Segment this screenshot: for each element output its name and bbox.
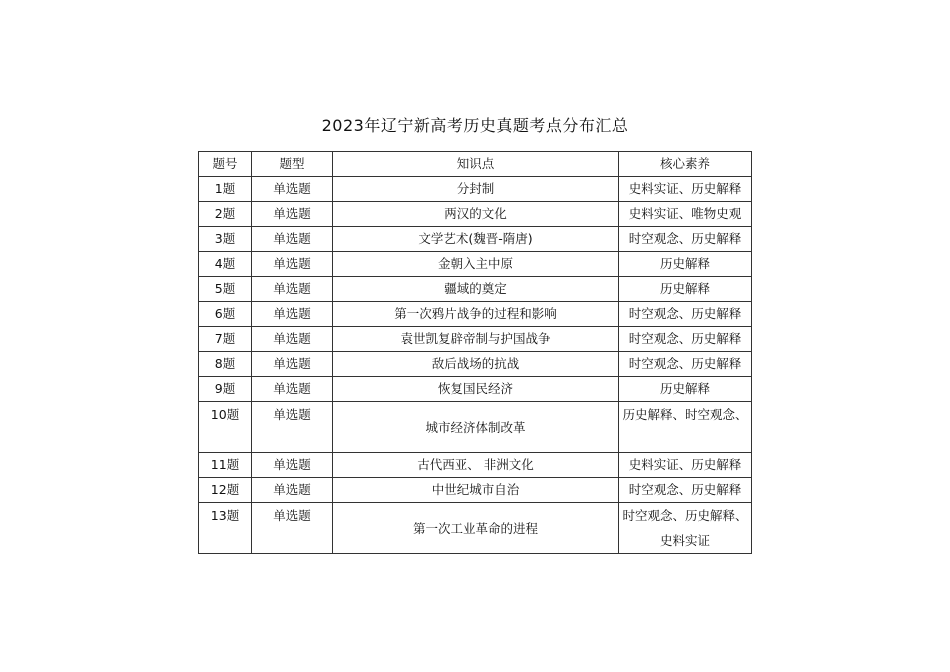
question-type-cell: 单选题 — [252, 277, 333, 302]
header-core-literacy: 核心素养 — [619, 152, 752, 177]
table-row — [199, 227, 752, 252]
core-literacy-cell: 历史解释 — [619, 277, 752, 302]
question-type-cell: 单选题 — [252, 177, 333, 202]
question-type-cell: 单选题 — [252, 503, 333, 554]
knowledge-point-cell: 中世纪城市自治 — [333, 478, 619, 503]
core-literacy-cell: 史料实证、历史解释 — [619, 177, 752, 202]
question-type-cell: 单选题 — [252, 478, 333, 503]
question-number-cell: 1题 — [199, 177, 252, 202]
question-number-cell: 12题 — [199, 478, 252, 503]
core-literacy-cell: 史料实证、历史解释 — [619, 453, 752, 478]
table-row — [199, 177, 752, 202]
core-literacy-cell: 史料实证、唯物史观 — [619, 202, 752, 227]
question-type-cell: 单选题 — [252, 327, 333, 352]
knowledge-point-cell: 古代西亚、 非洲文化 — [333, 453, 619, 478]
core-literacy-cell: 时空观念、历史解释 — [619, 227, 752, 252]
question-number-cell: 2题 — [199, 202, 252, 227]
knowledge-point-cell: 城市经济体制改革 — [333, 402, 619, 453]
table-row — [199, 377, 752, 402]
header-question-number: 题号 — [199, 152, 252, 177]
knowledge-point-cell: 第一次鸦片战争的过程和影响 — [333, 302, 619, 327]
core-literacy-cell: 历史解释、时空观念、 — [619, 402, 752, 453]
question-number-cell: 10题 — [199, 402, 252, 453]
knowledge-point-cell: 金朝入主中原 — [333, 252, 619, 277]
question-type-cell: 单选题 — [252, 402, 333, 453]
question-number-cell: 7题 — [199, 327, 252, 352]
core-literacy-cell: 历史解释 — [619, 377, 752, 402]
knowledge-point-cell: 两汉的文化 — [333, 202, 619, 227]
question-type-cell: 单选题 — [252, 227, 333, 252]
question-number-cell: 6题 — [199, 302, 252, 327]
question-type-cell: 单选题 — [252, 252, 333, 277]
core-literacy-cell: 时空观念、历史解释 — [619, 302, 752, 327]
table-row — [199, 277, 752, 302]
header-knowledge-point: 知识点 — [333, 152, 619, 177]
question-number-cell: 5题 — [199, 277, 252, 302]
table-row — [199, 302, 752, 327]
question-type-cell: 单选题 — [252, 302, 333, 327]
core-literacy-cell: 时空观念、历史解释、史料实证 — [619, 503, 752, 554]
question-type-cell: 单选题 — [252, 377, 333, 402]
knowledge-point-cell: 袁世凯复辟帝制与护国战争 — [333, 327, 619, 352]
knowledge-point-cell: 文学艺术(魏晋-隋唐) — [333, 227, 619, 252]
core-literacy-cell: 时空观念、历史解释 — [619, 478, 752, 503]
exam-topic-table — [198, 151, 752, 554]
table-row — [199, 503, 752, 554]
knowledge-point-cell: 恢复国民经济 — [333, 377, 619, 402]
question-type-cell: 单选题 — [252, 352, 333, 377]
knowledge-point-cell: 第一次工业革命的进程 — [333, 503, 619, 554]
knowledge-point-cell: 敌后战场的抗战 — [333, 352, 619, 377]
table-row — [199, 352, 752, 377]
question-number-cell: 8题 — [199, 352, 252, 377]
knowledge-point-cell: 分封制 — [333, 177, 619, 202]
header-question-type: 题型 — [252, 152, 333, 177]
page-title: 2023年辽宁新高考历史真题考点分布汇总 — [321, 116, 629, 135]
core-literacy-cell: 历史解释 — [619, 252, 752, 277]
question-number-cell: 3题 — [199, 227, 252, 252]
core-literacy-cell: 时空观念、历史解释 — [619, 352, 752, 377]
question-number-cell: 9题 — [199, 377, 252, 402]
table-header-row — [199, 152, 752, 177]
question-number-cell: 13题 — [199, 503, 252, 554]
table-row — [199, 478, 752, 503]
core-literacy-cell: 时空观念、历史解释 — [619, 327, 752, 352]
table-row — [199, 327, 752, 352]
question-type-cell: 单选题 — [252, 202, 333, 227]
table-row — [199, 453, 752, 478]
knowledge-point-cell: 疆域的奠定 — [333, 277, 619, 302]
question-number-cell: 11题 — [199, 453, 252, 478]
table-row — [199, 252, 752, 277]
table-row — [199, 202, 752, 227]
question-type-cell: 单选题 — [252, 453, 333, 478]
question-number-cell: 4题 — [199, 252, 252, 277]
table-row — [199, 402, 752, 453]
